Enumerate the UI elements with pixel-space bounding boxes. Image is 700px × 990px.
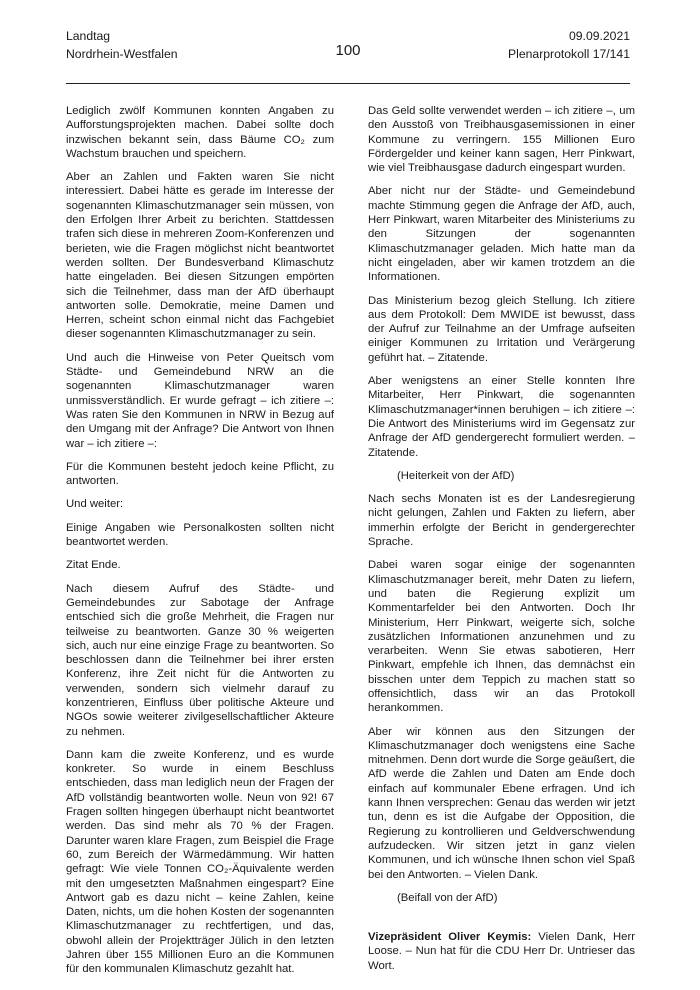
quote: Einige Angaben wie Personalkosten sollten nicht beantwortet werden. [66,521,334,549]
header-protocol: Plenarprotokoll 17/141 [508,47,630,61]
header-state: Nordrhein-Westfalen [66,47,178,61]
paragraph: Aber wir können aus den Sitzungen der Klimaschutzmanager doch wenigstens eine Sache mitnehmen. Denn dort wurde die Sorge geäußert, die AfD werde die Zahlen und Daten am Ende doch einfach auf kommunaler Ebene erfragen. Und ich kann Ihnen versprechen: Genau das werden wir jetzt tun, denn es ist die Aufgabe der Opposition, die Regierung zu kontrollieren und Geldverschwendung aufzudecken. Wir sitzen jetzt in ganz vielen Kommunen, und ich wünsche Ihnen schon viel Spaß bei den Antworten. – Vielen Dank. [368,725,635,881]
paragraph: Dabei waren sogar einige der sogenannten Klimaschutzmanager bereit, mehr Daten zu liefern, und baten die Regierung explizit um Kommentarfelder bei den Antworten. Doch Ihr Ministerium, Herr Pinkwart, weigerte sich, solche zusätzlichen Informationen anzunehmen und zu verarbeiten. Wenn Sie etwas sabotieren, Herr Pinkwart, empfehle ich Ihnen, das demnächst ein bisschen unter dem Teppich zu machen statt so offensichtlich, dass wir an das Protokoll herankommen. [368,559,635,715]
paragraph: Das Geld sollte verwendet werden – ich zitiere –, um den Ausstoß von Treibhausgasemissionen in einer Kommune zu verringern. 155 Millionen Euro Fördergelder und keiner kann sagen, Herr Pinkwart, wie viel Treibhausgase dadurch eingespart wurden. [368,105,635,175]
header-date: 09.09.2021 [569,29,630,43]
header-right [508,27,630,63]
speaker-name: Vizepräsident Oliver Keymis: [368,931,532,944]
paragraph: Aber nicht nur der Städte- und Gemeindebund machte Stimmung gegen die Anfrage der AfD, auch, Herr Pinkwart, waren Mitarbeiter des Ministeriums zu den Sitzungen der sogenannten Klimaschutzmanager geladen. Mich hatte man da nicht eingeladen, aber wir kamen trotzdem an die Informationen. [368,185,635,284]
left-column [66,104,334,986]
page-number: 100 [335,42,361,59]
right-column [368,104,635,982]
paragraph: Aber wenigstens an einer Stelle konnten Ihre Mitarbeiter, Herr Pinkwart, die sogenannten Klimaschutzmanager*innen beruhigen – ich zitiere –: Die Antwort des Ministeriums wird im Gegensatz zur Anfrage der AfD gendergerecht formuliert werden. – Zitatende. [368,375,635,459]
speaker-text: Vielen Dank, Herr Loose. – Nun hat für die CDU Herr Dr. Untrieser das Wort. [368,931,635,972]
paragraph: Das Ministerium bezog gleich Stellung. Ich zitiere aus dem Protokoll: Dem MWIDE ist bewusst, dass der Aufruf zur Teilnahme an der Umfrage aufseiten einiger Kommunen zu Irritation und Verärgerung geführt hat. – Zitatende. [368,294,635,364]
header-parliament: Landtag [66,29,111,43]
interjection: (Beifall von der AfD) [397,891,498,904]
paragraph: Und weiter: [66,498,124,511]
paragraph: Nach diesem Aufruf des Städte- und Gemeindebundes zur Sabotage der Anfrage entschied sich die große Mehrheit, die Fragen nur teilweise zu beantworten. Ganze 30 % weigerten sich, auch nur eine einzige Frage zu beantworten. So beschlossen dann die Teilnehmer bei ihrer ersten Konferenz, ihre Zeit nicht für die Antworten zu verwenden, sondern sich vielmehr darauf zu konzentrieren, Einfluss über politische Akteure und NGOs sowie weiterer zivilgesellschaftlicher Akteure zu nehmen. [66,582,334,738]
paragraph: Dann kam die zweite Konferenz, und es wurde konkreter. So wurde in einem Beschluss entschieden, dass man lediglich neun der Fragen der AfD vollständig beantworten wolle. Neun von 92! 67 Fragen sollten hingegen überhaupt nicht beantwortet werden. Das sind mehr als 70 % der Fragen. Darunter waren klare Fragen, zum Beispiel die Frage 60, zum Bereich der Wärmedämmung. Wir hatten gefragt: Wie viele Tonnen CO₂-Äquivalente werden mit den umgesetzten Maßnahmen eingespart? Eine Antwort gab es dazu nicht – keine Zahlen, keine Daten, nichts, um die hohen Kosten der sogenannten Klimaschutzmanager zu rechtfertigen, und das, obwohl allein der Projektträger Jülich in den letzten Jahren über 155 Millionen Euro an die Kommunen für den kommunalen Klimaschutz gezahlt hat. [66,748,334,976]
quote: Für die Kommunen besteht jedoch keine Pflicht, zu antworten. [66,460,334,488]
paragraph: Aber an Zahlen und Fakten waren Sie nicht interessiert. Dabei hätte es gerade im Interesse der sogenannten Klimaschutzmanager sein müssen, von den Erfolgen Ihrer Arbeit zu berichten. Stattdessen trafen sich diese in mehreren Zoom-Konferenzen und berieten, wie die Fragen möglichst nicht beantwortet werden sollten. Der Bundesverband Klimaschutz hatte eingeladen. Bei diesen Sitzungen empörten sich die Teilnehmer, dass man der AfD überhaupt antworten solle. Demokratie, meine Damen und Herren, scheint schon einmal nicht das Fachgebiet dieser sogenannten Klimaschutzmanager zu sein. [66,171,334,341]
paragraph: Und auch die Hinweise von Peter Queitsch vom Städte- und Gemeindebund NRW an die sogenannten Klimaschutzmanager waren unmissverständlich. Er wurde gefragt – ich zitiere –: Was raten Sie den Kommunen in NRW in Bezug auf den Umgang mit der Anfrage? Die Antwort von Ihnen war – ich zitiere –: [66,351,334,450]
speaker-paragraph [368,930,635,973]
paragraph: Zitat Ende. [66,559,121,572]
paragraph: Lediglich zwölf Kommunen konnten Angaben zu Aufforstungsprojekten machen. Dabei sollte doch inzwischen bekannt sein, dass Bäume CO₂ zum Wachstum brauchen und speichern. [66,105,334,160]
page-header [66,27,630,84]
interjection: (Heiterkeit von der AfD) [397,469,515,482]
paragraph: Nach sechs Monaten ist es der Landesregierung nicht gelungen, Zahlen und Fakten zu liefern, aber immerhin erfolgte der Bericht in gendergerechter Sprache. [368,493,635,549]
